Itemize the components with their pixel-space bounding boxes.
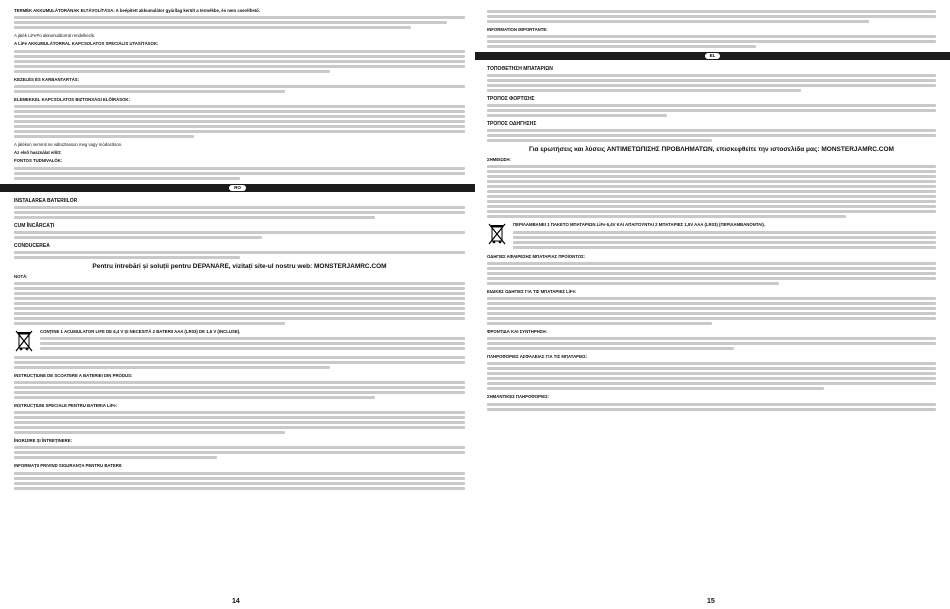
- el-recycle-title: ΠΕΡΙΛΑΜΒΑΝΕΙ 1 ΠΑΚΕΤΟ ΜΠΑΤΑΡΙΩΝ LiFe 6,4V ΚΑΙ ΑΠΑΙΤΟΥΝΤΑΙ 2 ΜΠΑΤΑΡΙΕΣ 1,5V AAA (LR03) (ΠΕΡΙΛΑΜΒΑΝΟΝΤΑΙ).: [513, 222, 766, 228]
- ro-maintenance-heading: ÎNGRIJIRE ȘI ÎNTREȚINERE:: [14, 438, 73, 444]
- ro-recycle-section: [14, 329, 465, 353]
- ro-note: NOTĂ:: [14, 273, 28, 279]
- hu-special-heading: A LiFe AKKUMULÁTORRAL KAPCSOLATOS SPECIÁLIS UTASÍTÁSOK:: [14, 41, 159, 47]
- crossed-bin-icon: [14, 329, 34, 353]
- page-number: 14: [232, 598, 240, 605]
- ro-install-heading: INSTALAREA BATERIILOR: [14, 197, 78, 204]
- right-page: [475, 0, 950, 609]
- el-important-heading: ΣΗΜΑΝΤΙΚΕΣ ΠΛΗΡΟΦΟΡΙΕΣ:: [487, 394, 550, 400]
- language-band-el: EL: [475, 52, 950, 60]
- ro-safety-heading: INFORMAȚII PRIVIND SIGURANȚA PENTRU BATERII:: [14, 463, 123, 469]
- el-charge-heading: ΤΡΟΠΟΣ ΦΟΡΤΙΣΗΣ: [487, 96, 535, 103]
- hu-batteries-heading: ELEMEKKEL KAPCSOLATOS BIZTONSÁGI ELŐÍRÁSOK:: [14, 96, 130, 102]
- el-website-title: Για ερωτήσεις και λύσεις ΑΝΤΙΜΕΤΩΠΙΣΗΣ ΠΡΟΒΛΗΜΑΤΩΝ, επισκεφθείτε την ιστοσελίδα μας: MONSTERJAMRC.COM: [529, 146, 894, 154]
- el-note: ΣΗΜΕΙΩΣΗ:: [487, 157, 511, 163]
- page-number: 15: [707, 598, 715, 605]
- fr-important-heading: INFORMATION IMPORTANTE:: [487, 27, 548, 32]
- el-care-heading: ΦΡΟΝΤΙΔΑ ΚΑΙ ΣΥΝΤΗΡΗΣΗ:: [487, 329, 547, 335]
- language-band-ro: RO: [0, 184, 475, 192]
- el-removal-heading: ΟΔΗΓΙΕΣ ΑΦΑΙΡΕΣΗΣ ΜΠΑΤΑΡΙΑΣ ΠΡΟΪΟΝΤΟΣ:: [487, 253, 586, 259]
- hu-care-heading: KEZELÉS ÉS KARBANTARTÁS:: [14, 76, 80, 82]
- el-recycle-section: [487, 222, 936, 250]
- el-safety-heading: ΠΛΗΡΟΦΟΡΙΕΣ ΑΣΦΑΛΕΙΑΣ ΓΙΑ ΤΙΣ ΜΠΑΤΑΡΙΕΣ:: [487, 354, 588, 360]
- ro-recycle-title: CONȚINE 1 ACUMULATOR LIFE DE 6,4 V ȘI NECESITĂ 2 BATERII AAA (LR03) DE 1,5 V (INCLUSE).: [40, 328, 241, 334]
- crossed-bin-icon: [487, 222, 507, 246]
- hu-keep: A játékon semmit ne változtasson meg vagy módosítson.: [14, 142, 123, 148]
- ro-special-heading: INSTRUCȚIUNI SPECIALE PENTRU BATERIA LiFe:: [14, 403, 118, 409]
- ro-drive-heading: CONDUCEREA: [14, 242, 50, 249]
- ro-charge-heading: CUM ÎNCĂRCAȚI: [14, 222, 55, 229]
- el-special-heading: ΕΙΔΙΚΕΣ ΟΔΗΓΙΕΣ ΓΙΑ ΤΙΣ ΜΠΑΤΑΡΙΕΣ LiFe:: [487, 288, 577, 294]
- ro-removal-heading: INSTRUCȚIUNE DE SCOATERE A BATERIEI DIN PRODUS:: [14, 372, 133, 378]
- el-install-heading: ΤΟΠΟΘΕΤΗΣΗ ΜΠΑΤΑΡΙΩΝ: [487, 66, 553, 73]
- hu-intro: A játék LiFePo akkumulátorral rendelkezik.: [14, 33, 96, 39]
- hu-battery-removal: TERMÉK AKKUMULÁTORÁNAK ELTÁVOLÍTÁSA: A beépített akkumulátor gyárilag került a termékbe, és nem cserélhető.: [14, 8, 261, 13]
- ro-website-title: Pentru întrebări și soluții pentru DEPANARE, vizitați site-ul nostru web: MONSTERJAMRC.COM: [92, 262, 387, 270]
- hu-first-use: Az elsô használat elôtt:: [14, 150, 62, 156]
- el-drive-heading: ΤΡΟΠΟΣ ΟΔΗΓΗΣΗΣ: [487, 121, 537, 128]
- hu-important-heading: FONTOS TUDNIVALÓK:: [14, 158, 63, 164]
- hu-body-text: [14, 16, 465, 29]
